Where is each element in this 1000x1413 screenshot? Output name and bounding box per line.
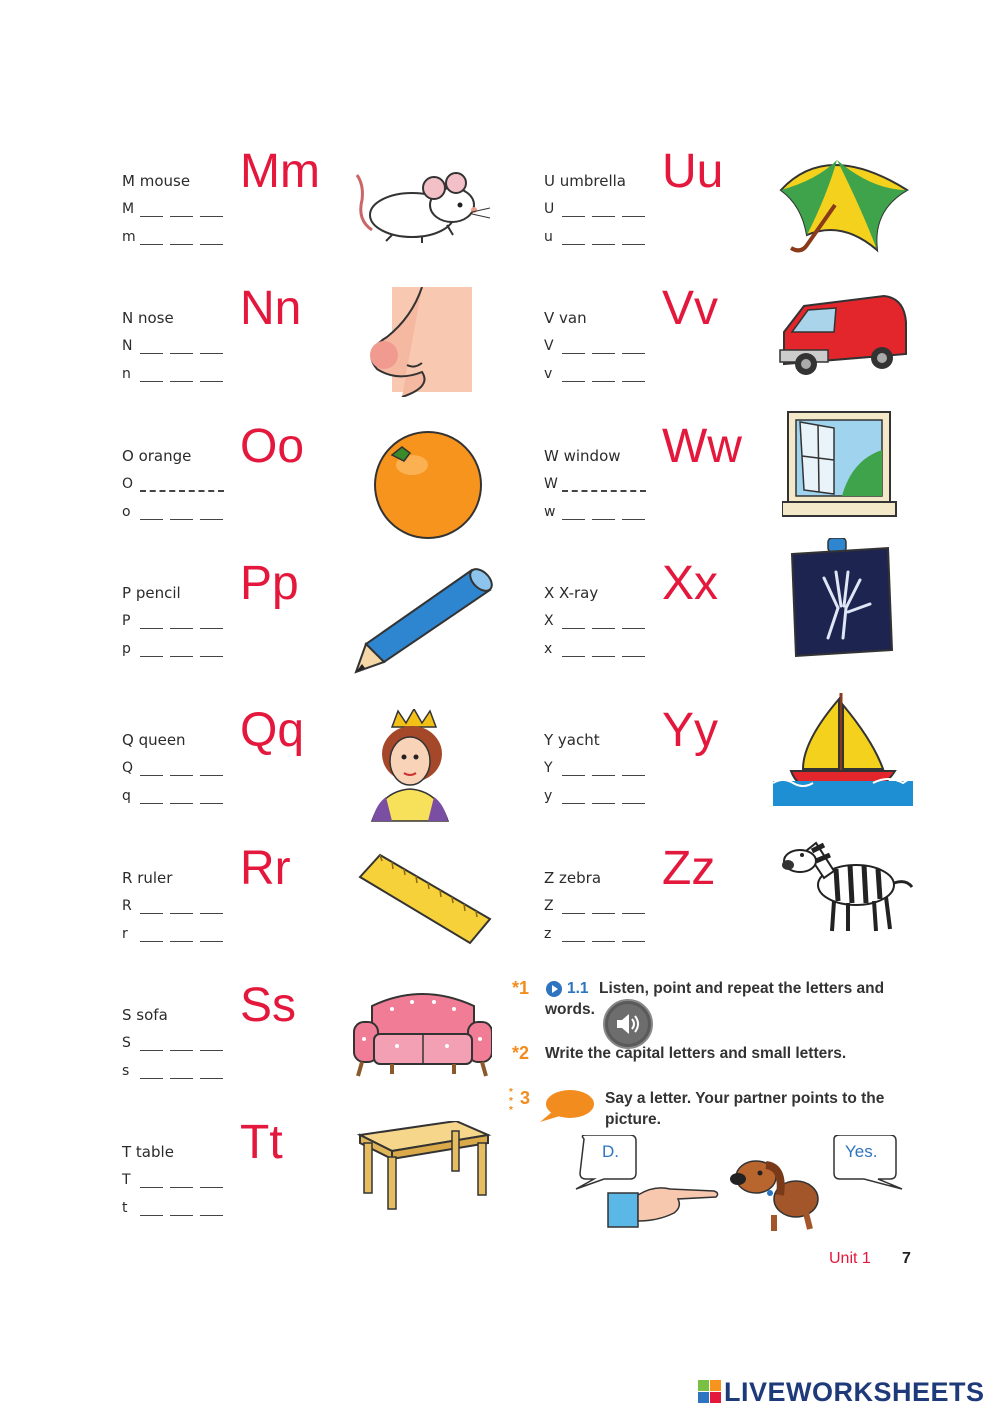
- entry-v: [544, 282, 944, 417]
- upper-write-line[interactable]: P: [122, 613, 230, 629]
- yacht-icon: [773, 691, 913, 806]
- big-letter: Mm: [240, 145, 320, 198]
- bubble-left-text: D.: [602, 1142, 619, 1161]
- upper-write-line[interactable]: T: [122, 1172, 230, 1188]
- exercise-2-number: *2: [512, 1043, 530, 1063]
- xray-icon: [788, 538, 898, 658]
- exercise-1-text: Listen, point and repeat the letters and: [599, 980, 885, 997]
- entry-z: [544, 842, 944, 977]
- lower-write-line[interactable]: m: [122, 229, 230, 245]
- lower-write-line[interactable]: v: [544, 366, 652, 382]
- big-letter: Vv: [662, 282, 719, 335]
- mouse-icon: [352, 150, 492, 250]
- pencil-icon: [352, 562, 497, 677]
- upper-write-line[interactable]: S: [122, 1035, 230, 1051]
- big-letter: Nn: [240, 282, 302, 335]
- upper-write-line[interactable]: X: [544, 613, 652, 629]
- entry-y: [544, 704, 944, 839]
- entry-word: W window: [544, 447, 621, 465]
- upper-write-line[interactable]: N: [122, 338, 230, 354]
- big-letter: Uu: [662, 145, 724, 198]
- upper-write-line[interactable]: Q: [122, 760, 230, 776]
- brand-watermark: LIVEWORKSHEETS: [724, 1377, 985, 1407]
- lower-write-line[interactable]: q: [122, 788, 230, 804]
- play-icon[interactable]: [545, 980, 563, 998]
- big-letter: Qq: [240, 704, 305, 757]
- entry-word: M mouse: [122, 172, 191, 190]
- entry-word: Q queen: [122, 731, 186, 749]
- upper-write-line[interactable]: U: [544, 201, 652, 217]
- entry-s: [122, 979, 522, 1114]
- upper-write-line[interactable]: O: [122, 476, 231, 492]
- lower-write-line[interactable]: s: [122, 1063, 230, 1079]
- entry-word: N nose: [122, 309, 174, 327]
- unit-label: Unit 1: [829, 1250, 871, 1267]
- big-letter: Rr: [240, 842, 291, 895]
- entry-word: T table: [122, 1143, 174, 1161]
- big-letter: Yy: [662, 704, 719, 757]
- exercise-1-text-cont: words.: [545, 1001, 595, 1018]
- lower-write-line[interactable]: p: [122, 641, 230, 657]
- entry-r: [122, 842, 522, 977]
- liveworksheets-logo-icon: [698, 1380, 722, 1404]
- lower-write-line[interactable]: o: [122, 504, 230, 520]
- lower-write-line[interactable]: u: [544, 229, 652, 245]
- sofa-icon: [352, 984, 492, 1084]
- exercise-3-text-cont: picture.: [605, 1111, 661, 1128]
- lower-write-line[interactable]: y: [544, 788, 652, 804]
- track-number: 1.1: [567, 980, 589, 997]
- exercise-3-text: Say a letter. Your partner points to the: [605, 1090, 885, 1107]
- bubble-right-text: Yes.: [845, 1142, 878, 1161]
- entry-w: [544, 420, 944, 555]
- upper-write-line[interactable]: M: [122, 201, 230, 217]
- entry-word: V van: [544, 309, 587, 327]
- ruler-icon: [352, 847, 497, 947]
- entry-word: U umbrella: [544, 172, 626, 190]
- entry-q: [122, 704, 522, 839]
- zebra-icon: [776, 823, 916, 938]
- entry-t: [122, 1116, 522, 1251]
- exercise-3-number: 3: [520, 1088, 531, 1108]
- lower-write-line[interactable]: n: [122, 366, 230, 382]
- orange-icon: [352, 425, 492, 545]
- upper-write-line[interactable]: Y: [544, 760, 652, 776]
- entry-word: P pencil: [122, 584, 181, 602]
- entry-word: O orange: [122, 447, 192, 465]
- big-letter: Xx: [662, 557, 719, 610]
- page-number: 7: [902, 1250, 911, 1267]
- entry-word: Y yacht: [544, 731, 600, 749]
- entry-o: [122, 420, 522, 555]
- exercise-1-number: *1: [512, 978, 530, 998]
- lower-write-line[interactable]: z: [544, 926, 652, 942]
- speech-bubble-icon: [538, 1088, 596, 1126]
- big-letter: Pp: [240, 557, 299, 610]
- entry-word: R ruler: [122, 869, 173, 887]
- difficulty-stars: * * *: [509, 1087, 513, 1116]
- exercise-2-text: Write the capital letters and small letters.: [545, 1045, 847, 1062]
- upper-write-line[interactable]: W: [544, 476, 653, 492]
- lower-write-line[interactable]: t: [122, 1200, 230, 1216]
- audio-speaker-icon[interactable]: [603, 999, 653, 1049]
- entry-u: [544, 145, 944, 280]
- umbrella-icon: [777, 150, 912, 260]
- nose-icon: [352, 287, 492, 397]
- upper-write-line[interactable]: Z: [544, 898, 652, 914]
- entry-n: [122, 282, 522, 417]
- big-letter: Ss: [240, 979, 297, 1032]
- lower-write-line[interactable]: w: [544, 504, 652, 520]
- big-letter: Zz: [662, 842, 716, 895]
- entry-m: [122, 145, 522, 280]
- table-icon: [352, 1121, 492, 1211]
- lower-write-line[interactable]: r: [122, 926, 230, 942]
- big-letter: Tt: [240, 1116, 283, 1169]
- entry-word: Z zebra: [544, 869, 602, 887]
- big-letter: Oo: [240, 420, 305, 473]
- upper-write-line[interactable]: V: [544, 338, 652, 354]
- window-icon: [782, 410, 897, 522]
- upper-write-line[interactable]: R: [122, 898, 230, 914]
- entry-word: S sofa: [122, 1006, 168, 1024]
- van-icon: [774, 292, 914, 382]
- entry-p: [122, 557, 522, 692]
- lower-write-line[interactable]: x: [544, 641, 652, 657]
- big-letter: Ww: [662, 420, 742, 473]
- queen-icon: [352, 709, 462, 824]
- entry-word: X X-ray: [544, 584, 599, 602]
- entry-x: [544, 557, 944, 692]
